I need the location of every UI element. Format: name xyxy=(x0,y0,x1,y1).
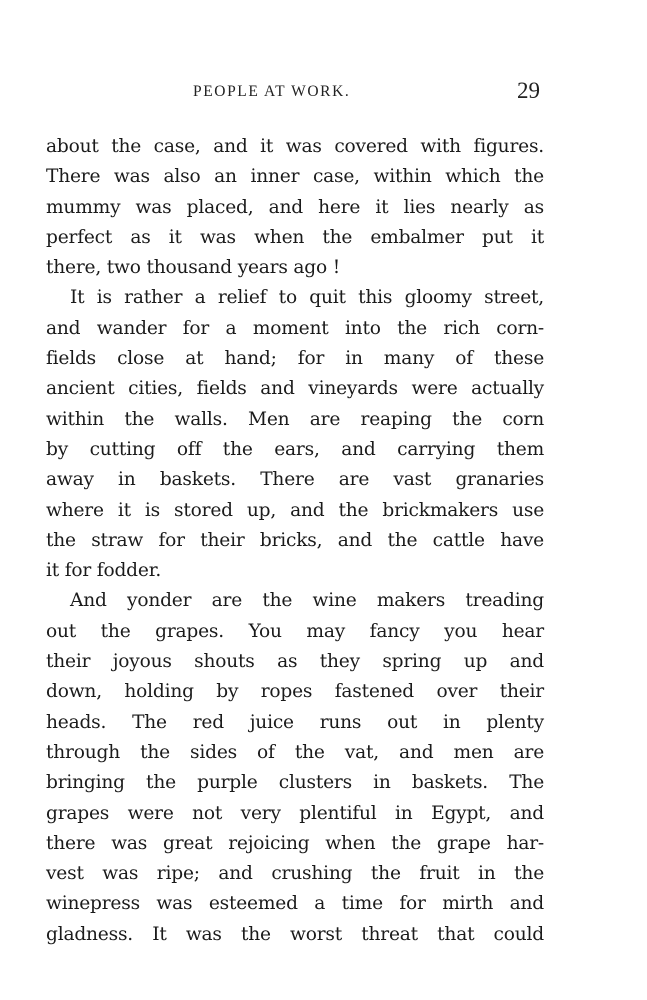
text-line: fields close at hand; for in many of these xyxy=(46,348,544,370)
text-line: down, holding by ropes fastened over their xyxy=(46,681,544,703)
page-number: 29 xyxy=(517,78,540,103)
running-title: PEOPLE AT WORK. xyxy=(193,83,351,100)
text-line: perfect as it was when the embalmer put it xyxy=(46,226,544,248)
paragraph-1 xyxy=(46,132,544,283)
text-line: There was also an inner case, within which the xyxy=(46,166,544,188)
text-line: away in baskets. There are vast granaries xyxy=(46,469,544,491)
text-line: by cutting off the ears, and carrying them xyxy=(46,438,544,460)
text-line: through the sides of the vat, and men are xyxy=(46,741,544,763)
text-line: it for fodder. xyxy=(46,560,162,582)
text-line: It is rather a relief to quit this gloomy street, xyxy=(70,287,544,309)
text-line: vest was ripe; and crushing the fruit in the xyxy=(46,863,544,885)
text-line: about the case, and it was covered with figures. xyxy=(46,136,544,157)
text-line: grapes were not very plentiful in Egypt, and xyxy=(46,802,544,824)
paragraph-3 xyxy=(46,586,544,950)
text-line: gladness. It was the worst threat that could xyxy=(46,923,544,945)
text-line: there was great rejoicing when the grape har- xyxy=(46,832,544,854)
text-line: within the walls. Men are reaping the corn xyxy=(46,408,544,430)
text-line: there, two thousand years ago ! xyxy=(46,257,340,279)
paragraph-2 xyxy=(46,283,544,586)
text-line: where it is stored up, and the brickmakers use xyxy=(46,499,544,521)
text-line: ancient cities, fields and vineyards were actually xyxy=(46,378,544,400)
text-line: bringing the purple clusters in baskets. The xyxy=(46,772,544,794)
running-head xyxy=(48,80,548,104)
text-line: their joyous shouts as they spring up and xyxy=(46,651,544,673)
text-line: heads. The red juice runs out in plenty xyxy=(46,711,544,733)
text-line: mummy was placed, and here it lies nearly as xyxy=(46,196,544,218)
text-line: the straw for their bricks, and the cattle have xyxy=(46,529,544,551)
text-line: out the grapes. You may fancy you hear xyxy=(46,620,544,642)
text-line: And yonder are the wine makers treading xyxy=(70,590,544,612)
body-text xyxy=(46,132,544,950)
text-line: and wander for a moment into the rich corn- xyxy=(46,317,544,339)
text-line: winepress was esteemed a time for mirth and xyxy=(46,893,544,915)
